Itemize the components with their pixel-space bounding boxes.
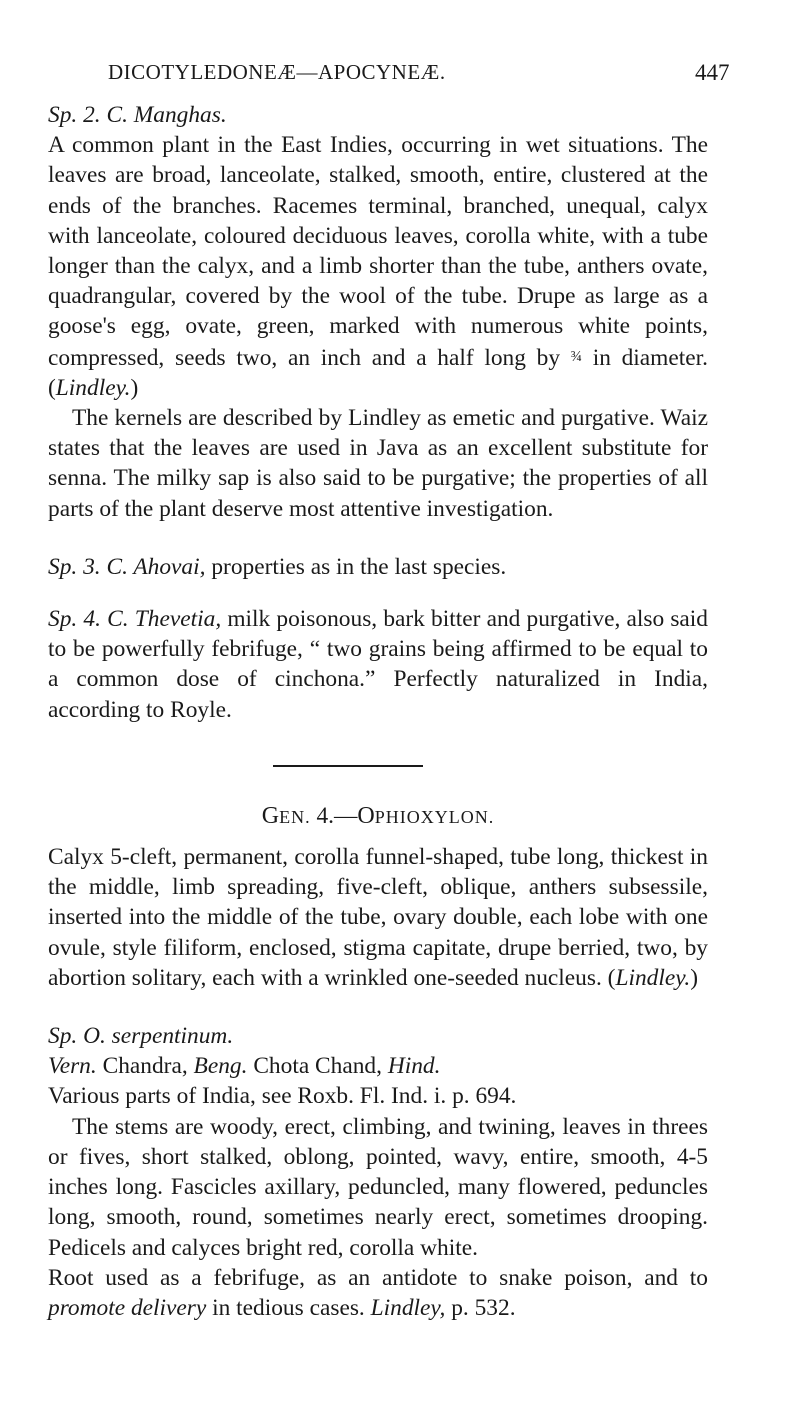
genus-description: Calyx 5-cleft, permanent, corolla funnel-shaped, tube long, thickest in the middle, limb spreading, five-cleft, oblique, anthers subsessile, inserted into the middle of the tube, ovary double, each lobe with one ovule, style filiform, enclosed, stigma capitate, drupe berried, two, by abortion solitary, each with a wrinkled one-seeded nucleus. (Lindley.) <box>48 844 708 991</box>
species-heading-sp2: Sp. 2. C. Manghas. <box>48 102 227 128</box>
running-head: DICOTYLEDONEÆ—APOCYNEÆ. <box>108 60 446 84</box>
locality: Various parts of India, see Roxb. Fl. Ind. i. p. 694. <box>48 1083 517 1110</box>
genus-heading: GEN. 4.—OPHIOXYLON. <box>261 802 495 829</box>
species-heading-serpentinum: Sp. O. serpentinum. <box>48 1023 234 1050</box>
fraction: ¾ <box>570 348 582 365</box>
page-header <box>0 60 800 100</box>
species-description-serpentinum: The stems are woody, erect, climbing, and twining, leaves in threes or fives, short stalked, oblong, pointed, wavy, entire, smooth, 4-5 inches long. Fascicles axillary, peduncled, many flowered, peduncles long, smooth, round, sometimes nearly erect, sometimes drooping. Pedicels and calyces bright red, corolla white. <box>48 1113 708 1261</box>
species-entry-sp3: Sp. 3. C. Ahovai, properties as in the last species. <box>48 553 507 580</box>
species-entry-sp4: Sp. 4. C. Thevetia, milk poisonous, bark bitter and purgative, also said to be powerfully febrifuge, “ two grains being affirmed to be equal to a common dose of cinchona.” Perfectly naturalized in India, according to Royle. <box>48 606 709 723</box>
page-number: 447 <box>695 60 730 85</box>
vernacular-names: Vern. Chandra, Beng. Chota Chand, Hind. <box>48 1053 441 1080</box>
species-uses-sp2: The kernels are described by Lindley as emetic and purgative. Waiz states that the leaves are used in Java as an excellent substitute for senna. The milky sap is also said to be purgative; the properties of all parts of the plant deserve most attentive investigation. <box>48 405 708 522</box>
species-description-sp2: A common plant in the East Indies, occurring in wet situations. The leaves are broad, lanceolate, stalked, smooth, entire, clustered at the ends of the branches. Racemes terminal, branched, unequal, calyx with lanceolate, coloured deciduous leaves, corolla white, with a tube longer than the calyx, and a limb shorter than the tube, anthers ovate, quadrangular, covered by the wool of the tube. Drupe as large as a goose's egg, ovate, green, marked with numerous white points, compressed, seeds two, an inch and a half long by ¾ in diameter. (Lindley.) <box>48 132 708 401</box>
citation: Lindley. <box>615 964 691 991</box>
species-uses-serpentinum: Root used as a febrifuge, as an antidote to snake poison, and to promote delivery in tedious cases. Lindley, p. 532. <box>48 1264 708 1321</box>
section-divider <box>48 725 708 783</box>
page-body <box>48 100 708 1323</box>
divider-rule <box>273 765 423 767</box>
citation: Lindley. <box>55 374 131 401</box>
